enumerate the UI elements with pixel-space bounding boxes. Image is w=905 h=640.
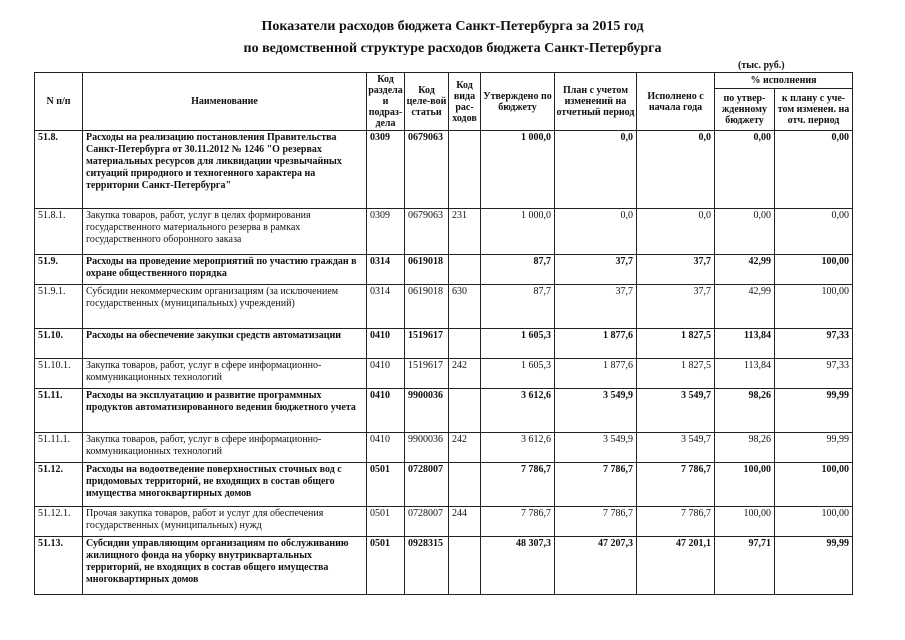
row-section-code: 0309 (367, 131, 405, 209)
row-num: 51.9. (35, 255, 83, 285)
row-approved: 1 000,0 (481, 209, 555, 255)
row-name: Субсидии управляющим организациям по обслуживанию жилищного фонда на уборку внутриквартальных территорий, не входящих в состав общего имущества многоквартирных домов (83, 537, 367, 595)
row-plan: 7 786,7 (555, 507, 637, 537)
row-executed: 3 549,7 (637, 433, 715, 463)
header-pct-plan: к плану с уче-том изменен. на отч. период (775, 89, 853, 131)
row-approved: 7 786,7 (481, 507, 555, 537)
row-pct-plan: 100,00 (775, 255, 853, 285)
row-num: 51.9.1. (35, 285, 83, 329)
row-plan: 3 549,9 (555, 389, 637, 433)
row-pct-plan: 100,00 (775, 285, 853, 329)
header-percent: % исполнения (715, 73, 853, 89)
row-plan: 7 786,7 (555, 463, 637, 507)
table-row (35, 131, 853, 209)
row-plan: 47 207,3 (555, 537, 637, 595)
row-pct-approved: 97,71 (715, 537, 775, 595)
row-pct-approved: 113,84 (715, 359, 775, 389)
row-section-code: 0410 (367, 359, 405, 389)
row-target-code: 0679063 (405, 131, 449, 209)
table-row (35, 329, 853, 359)
row-name: Субсидии некоммерческим организациям (за исключением государственных (муниципальных) учреждений) (83, 285, 367, 329)
row-target-code: 9900036 (405, 433, 449, 463)
row-executed: 0,0 (637, 209, 715, 255)
row-pct-plan: 0,00 (775, 131, 853, 209)
budget-table (34, 72, 853, 595)
row-section-code: 0309 (367, 209, 405, 255)
row-target-code: 0728007 (405, 463, 449, 507)
row-name: Расходы на водоотведение поверхностных сточных вод с придомовых территорий, не входящих в состав общего имущества многоквартирных домов (83, 463, 367, 507)
document-subtitle: по ведомственной структуре расходов бюджета Санкт-Петербурга (243, 41, 662, 56)
row-pct-plan: 99,99 (775, 537, 853, 595)
row-plan: 0,0 (555, 209, 637, 255)
header-num: N п/п (35, 73, 83, 131)
row-name: Закупка товаров, работ, услуг в сфере информационно-коммуникационных технологий (83, 433, 367, 463)
row-plan: 1 877,6 (555, 359, 637, 389)
table-body (35, 131, 853, 595)
row-num: 51.13. (35, 537, 83, 595)
row-target-code: 0619018 (405, 285, 449, 329)
row-plan: 1 877,6 (555, 329, 637, 359)
row-pct-plan: 99,99 (775, 433, 853, 463)
row-num: 51.8. (35, 131, 83, 209)
row-type-code (449, 329, 481, 359)
row-type-code (449, 131, 481, 209)
row-section-code: 0410 (367, 389, 405, 433)
row-section-code: 0314 (367, 255, 405, 285)
row-approved: 48 307,3 (481, 537, 555, 595)
row-section-code: 0410 (367, 433, 405, 463)
row-executed: 0,0 (637, 131, 715, 209)
row-pct-approved: 0,00 (715, 131, 775, 209)
row-name: Расходы на проведение мероприятий по участию граждан в охране общественного порядка (83, 255, 367, 285)
row-num: 51.11.1. (35, 433, 83, 463)
row-num: 51.11. (35, 389, 83, 433)
row-plan: 0,0 (555, 131, 637, 209)
row-executed: 7 786,7 (637, 507, 715, 537)
row-executed: 1 827,5 (637, 329, 715, 359)
row-type-code (449, 389, 481, 433)
table-row (35, 433, 853, 463)
units-label: (тыс. руб.) (738, 60, 785, 71)
row-name: Закупка товаров, работ, услуг в целях формирования государственного материального резерва в рамках государственного оборонного заказа (83, 209, 367, 255)
table-row (35, 463, 853, 507)
row-type-code: 242 (449, 359, 481, 389)
row-target-code: 9900036 (405, 389, 449, 433)
row-pct-plan: 100,00 (775, 507, 853, 537)
header-name: Наименование (83, 73, 367, 131)
table-row (35, 359, 853, 389)
row-name: Прочая закупка товаров, работ и услуг для обеспечения государственных (муниципальных) нужд (83, 507, 367, 537)
header-target-code: Код целе-вой статьи (405, 73, 449, 131)
row-plan: 3 549,9 (555, 433, 637, 463)
row-pct-plan: 97,33 (775, 359, 853, 389)
table-row (35, 389, 853, 433)
row-approved: 1 000,0 (481, 131, 555, 209)
row-pct-plan: 97,33 (775, 329, 853, 359)
row-executed: 37,7 (637, 285, 715, 329)
header-executed: Исполнено с начала года (637, 73, 715, 131)
row-pct-approved: 100,00 (715, 507, 775, 537)
row-executed: 47 201,1 (637, 537, 715, 595)
row-pct-approved: 98,26 (715, 389, 775, 433)
row-section-code: 0410 (367, 329, 405, 359)
row-section-code: 0501 (367, 537, 405, 595)
table-row (35, 507, 853, 537)
row-name: Расходы на обеспечение закупки средств автоматизации (83, 329, 367, 359)
row-target-code: 0928315 (405, 537, 449, 595)
row-type-code (449, 463, 481, 507)
row-pct-plan: 99,99 (775, 389, 853, 433)
row-type-code (449, 255, 481, 285)
table-row (35, 285, 853, 329)
row-executed: 1 827,5 (637, 359, 715, 389)
row-section-code: 0314 (367, 285, 405, 329)
row-approved: 7 786,7 (481, 463, 555, 507)
table-row (35, 537, 853, 595)
row-target-code: 0728007 (405, 507, 449, 537)
row-type-code: 242 (449, 433, 481, 463)
row-pct-plan: 100,00 (775, 463, 853, 507)
row-target-code: 1519617 (405, 359, 449, 389)
row-pct-approved: 0,00 (715, 209, 775, 255)
row-target-code: 0679063 (405, 209, 449, 255)
row-pct-approved: 113,84 (715, 329, 775, 359)
row-name: Закупка товаров, работ, услуг в сфере информационно-коммуникационных технологий (83, 359, 367, 389)
row-num: 51.12. (35, 463, 83, 507)
row-approved: 1 605,3 (481, 359, 555, 389)
row-approved: 87,7 (481, 285, 555, 329)
row-name: Расходы на реализацию постановления Правительства Санкт-Петербурга от 30.11.2012 № 1246 "О резервах материальных ресурсов для ликвидации чрезвычайных ситуаций природного и техногенного характера на территории Санкт-Петербурга" (83, 131, 367, 209)
row-type-code: 630 (449, 285, 481, 329)
row-executed: 7 786,7 (637, 463, 715, 507)
row-type-code: 231 (449, 209, 481, 255)
row-executed: 37,7 (637, 255, 715, 285)
header-section-code: Код раздела и подраз-дела (368, 74, 403, 129)
row-section-code: 0501 (367, 463, 405, 507)
row-type-code: 244 (449, 507, 481, 537)
row-approved: 3 612,6 (481, 433, 555, 463)
document-title: Показатели расходов бюджета Санкт-Петербурга за 2015 год (261, 19, 644, 34)
header-plan: План с учетом изменений на отчетный период (555, 73, 637, 131)
row-plan: 37,7 (555, 255, 637, 285)
row-pct-approved: 42,99 (715, 255, 775, 285)
row-num: 51.10.1. (35, 359, 83, 389)
row-target-code: 1519617 (405, 329, 449, 359)
row-pct-approved: 42,99 (715, 285, 775, 329)
header-pct-approved: по утвер-жденному бюджету (715, 89, 775, 131)
row-approved: 1 605,3 (481, 329, 555, 359)
row-num: 51.8.1. (35, 209, 83, 255)
row-pct-approved: 100,00 (715, 463, 775, 507)
row-target-code: 0619018 (405, 255, 449, 285)
row-approved: 87,7 (481, 255, 555, 285)
table-row (35, 255, 853, 285)
row-section-code: 0501 (367, 507, 405, 537)
header-type-code: Код вида рас-ходов (449, 73, 481, 131)
table-row (35, 209, 853, 255)
row-plan: 37,7 (555, 285, 637, 329)
row-num: 51.10. (35, 329, 83, 359)
row-name: Расходы на эксплуатацию и развитие программных продуктов автоматизированного ведения бюджетного учета (83, 389, 367, 433)
row-approved: 3 612,6 (481, 389, 555, 433)
row-type-code (449, 537, 481, 595)
row-pct-plan: 0,00 (775, 209, 853, 255)
row-executed: 3 549,7 (637, 389, 715, 433)
row-pct-approved: 98,26 (715, 433, 775, 463)
header-approved: Утверждено по бюджету (481, 73, 555, 131)
row-num: 51.12.1. (35, 507, 83, 537)
